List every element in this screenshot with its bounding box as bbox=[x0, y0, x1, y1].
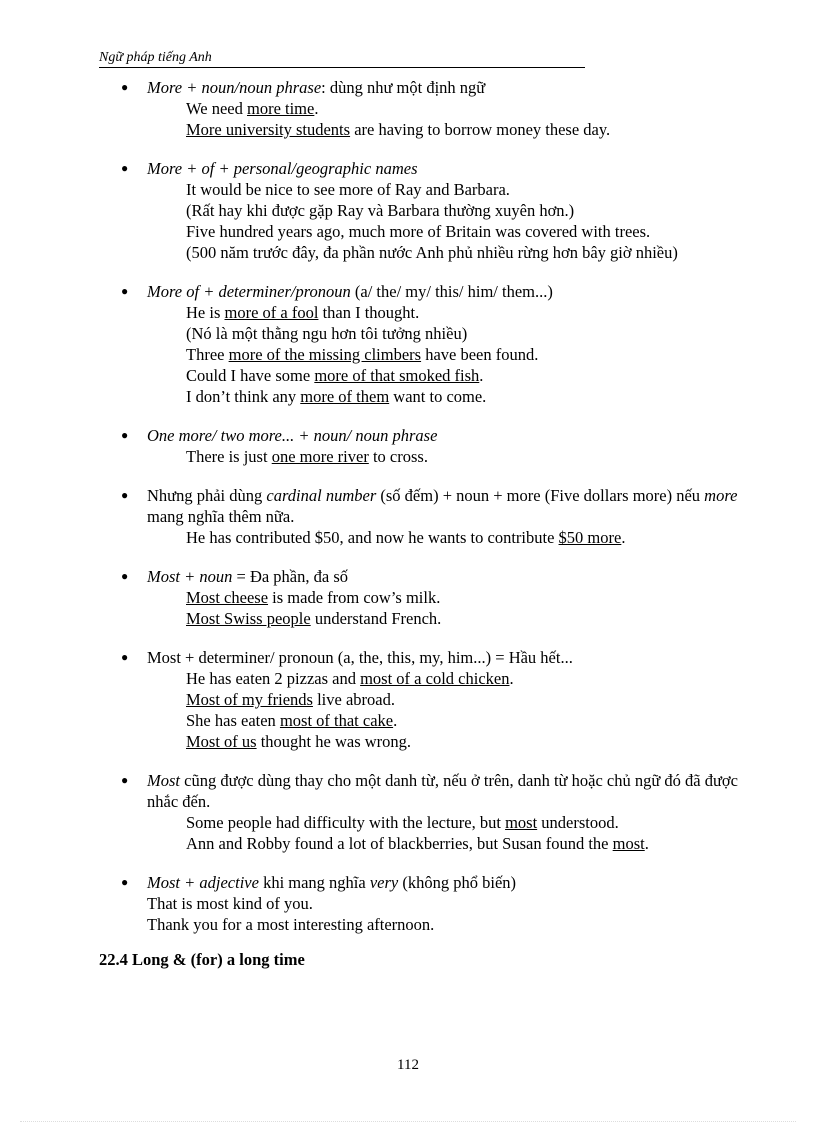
example-line: Five hundred years ago, much more of Britain was covered with trees. bbox=[186, 222, 651, 241]
example-line: Most of us thought he was wrong. bbox=[186, 732, 412, 751]
bullet-section bbox=[99, 158, 739, 263]
bullet-section bbox=[99, 485, 739, 548]
example-line: She has eaten most of that cake. bbox=[186, 711, 398, 730]
example-translation: (Rất hay khi được gặp Ray và Barbara thường xuyên hơn.) bbox=[186, 201, 575, 220]
bullet-icon: ● bbox=[121, 284, 129, 298]
rule-title: Most + noun = Đa phần, đa số bbox=[147, 567, 349, 586]
example-line: He has eaten 2 pizzas and most of a cold chicken. bbox=[186, 669, 514, 688]
bullet-section bbox=[99, 281, 739, 407]
example-translation: (Nó là một thằng ngu hơn tôi tưởng nhiều) bbox=[186, 324, 468, 343]
bullet-section bbox=[99, 566, 739, 629]
bullet-icon: ● bbox=[121, 569, 129, 583]
example-line: Could I have some more of that smoked fish. bbox=[186, 366, 484, 385]
page-number: 112 bbox=[397, 1057, 419, 1073]
example-line: We need more time. bbox=[186, 99, 319, 118]
rule-title: Most cũng được dùng thay cho một danh từ, nếu ở trên, danh từ hoặc chủ ngữ đó đã được nhắc đến. bbox=[147, 771, 738, 811]
bullet-icon: ● bbox=[121, 80, 129, 94]
running-header: Ngữ pháp tiếng Anh bbox=[99, 50, 585, 68]
bullet-icon: ● bbox=[121, 428, 129, 442]
bullet-icon: ● bbox=[121, 875, 129, 889]
rule-title: More + noun/noun phrase: dùng như một định ngữ bbox=[147, 78, 486, 97]
rule-title: One more/ two more... + noun/ noun phrase bbox=[147, 426, 438, 445]
rule-title: Most + determiner/ pronoun (a, the, this, my, him...) = Hầu hết... bbox=[147, 648, 573, 667]
example-line: Some people had difficulty with the lecture, but most understood. bbox=[186, 813, 619, 832]
section-heading: 22.4 Long & (for) a long time bbox=[99, 950, 305, 969]
page-content bbox=[99, 77, 739, 970]
bullet-section bbox=[99, 77, 739, 140]
example-line: Most Swiss people understand French. bbox=[186, 609, 442, 628]
example-line: Three more of the missing climbers have been found. bbox=[186, 345, 539, 364]
page-footer-divider bbox=[20, 1121, 796, 1122]
rule-title: More of + determiner/pronoun (a/ the/ my/ this/ him/ them...) bbox=[147, 282, 553, 301]
example-line: I don’t think any more of them want to come. bbox=[186, 387, 487, 406]
bullet-section bbox=[99, 647, 739, 752]
rule-title: Most + adjective khi mang nghĩa very (không phổ biến) bbox=[147, 873, 517, 892]
bullet-section bbox=[99, 872, 739, 935]
example-line: There is just one more river to cross. bbox=[186, 447, 428, 466]
rule-title: Nhưng phải dùng cardinal number (số đếm) + noun + more (Five dollars more) nếu more mang nghĩa thêm nữa. bbox=[147, 486, 738, 526]
example-line: Most cheese is made from cow’s milk. bbox=[186, 588, 441, 607]
rule-title: More + of + personal/geographic names bbox=[147, 159, 418, 178]
bullet-icon: ● bbox=[121, 488, 129, 502]
example-line: He is more of a fool than I thought. bbox=[186, 303, 420, 322]
example-line: Ann and Robby found a lot of blackberries, but Susan found the most. bbox=[186, 834, 649, 853]
bullet-section bbox=[99, 425, 739, 467]
bullet-icon: ● bbox=[121, 161, 129, 175]
example-line: Thank you for a most interesting afternoon. bbox=[147, 915, 435, 934]
example-translation: (500 năm trước đây, đa phần nước Anh phủ nhiều rừng hơn bây giờ nhiều) bbox=[186, 243, 678, 262]
example-line: Most of my friends live abroad. bbox=[186, 690, 395, 709]
bullet-icon: ● bbox=[121, 650, 129, 664]
example-line: He has contributed $50, and now he wants to contribute $50 more. bbox=[186, 528, 626, 547]
bullet-icon: ● bbox=[121, 773, 129, 787]
example-line: More university students are having to borrow money these day. bbox=[186, 120, 611, 139]
bullet-section bbox=[99, 770, 739, 854]
example-line: It would be nice to see more of Ray and Barbara. bbox=[186, 180, 510, 199]
example-line: That is most kind of you. bbox=[147, 894, 313, 913]
